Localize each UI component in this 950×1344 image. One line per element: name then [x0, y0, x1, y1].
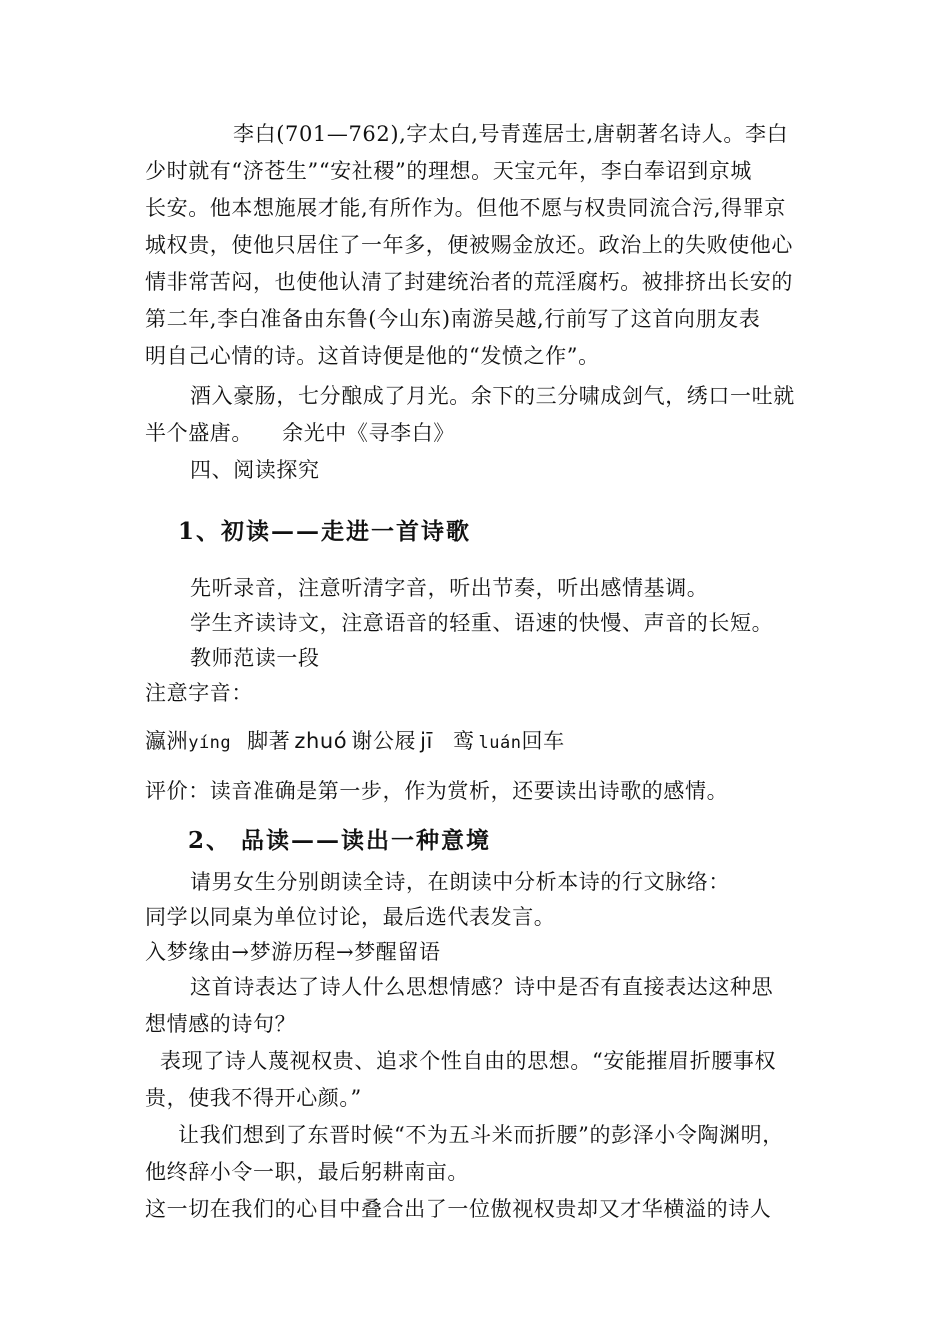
bio-line-5: 情非常苦闷，也使他认清了封建统治者的荒淫腐朽。被排挤出长安的: [145, 270, 793, 294]
answer-line-1: 表现了诗人蔑视权贵、追求个性自由的思想。“安能摧眉折腰事权: [160, 1049, 777, 1073]
pinyin-luan: luán: [478, 733, 522, 753]
thought-line-2: 他终辞小令一职，最后躬耕南亩。: [145, 1160, 469, 1184]
evaluation-line: 评价：读音准确是第一步，作为赏析，还要读出诗歌的感情。: [145, 779, 729, 803]
pinyin-ji: jī: [420, 729, 433, 753]
pronunciation-label: 注意字音：: [145, 681, 253, 705]
question-line-1: 这首诗表达了诗人什么思想情感？诗中是否有直接表达这种思: [190, 975, 774, 999]
answer-line-2: 贵，使我不得开心颜。”: [145, 1086, 362, 1110]
bio-line-7: 明自己心情的诗。这首诗便是他的“发愤之作”。: [145, 344, 600, 368]
bio-line-1: 李白(701—762),字太白,号青莲居士,唐朝著名诗人。李白: [233, 122, 789, 146]
pinyin-ying: yíng: [188, 733, 232, 753]
bio-line-2: 少时就有“济苍生”“安社稷”的理想。天宝元年，李白奉诏到京城: [145, 159, 752, 183]
thought-line-3: 这一切在我们的心目中叠合出了一位傲视权贵却又才华横溢的诗人: [145, 1197, 772, 1221]
thought-line-1: 让我们想到了东晋时候“不为五斗米而折腰”的彭泽小令陶渊明，: [178, 1123, 784, 1147]
reading-line-1: 先听录音，注意听清字音，听出节奏，听出感情基调。: [190, 576, 709, 600]
bio-line-3: 长安。他本想施展才能,有所作为。但他不愿与权贵同流合污,得罪京: [145, 196, 786, 220]
question-line-2: 想情感的诗句？: [145, 1012, 297, 1036]
heading-appreciation: 2、 品读——读出一种意境: [188, 827, 492, 854]
word-yingzhou: 瀛洲: [145, 729, 189, 753]
bio-line-4: 城权贵，使他只居住了一年多，便被赐金放还。政治上的失败使他心: [145, 233, 793, 257]
quote-line-1: 酒入豪肠，七分酿成了月光。余下的三分啸成剑气，绣口一吐就: [190, 384, 795, 408]
quote-line-2: 半个盛唐。 余光中《寻李白》: [145, 421, 455, 445]
reading-line-2: 学生齐读诗文，注意语音的轻重、语速的快慢、声音的长短。: [190, 611, 774, 635]
reading-line-3: 教师范读一段: [190, 646, 320, 670]
word-xiegongji: 谢公屐: [351, 729, 417, 753]
analysis-line-2: 同学以同桌为单位讨论，最后选代表发言。: [145, 905, 556, 929]
pinyin-zhuo: zhuó: [294, 729, 348, 753]
bio-line-6: 第二年,李白准备由东鲁(今山东)南游吴越,行前写了这首向朋友表: [145, 307, 761, 331]
heading-first-reading: 1、初读——走进一首诗歌: [178, 518, 472, 545]
section-four-title: 四、阅读探究: [190, 458, 320, 482]
analysis-flow: 入梦缘由→梦游历程→梦醒留语: [145, 940, 441, 964]
analysis-line-1: 请男女生分别朗读全诗，在朗读中分析本诗的行文脉络：: [190, 870, 730, 894]
word-luan: 鸾: [452, 729, 475, 753]
pronunciation-list: [145, 727, 815, 757]
word-jiaozhuo: 脚著: [247, 729, 291, 753]
word-huiche: 回车: [521, 729, 565, 753]
